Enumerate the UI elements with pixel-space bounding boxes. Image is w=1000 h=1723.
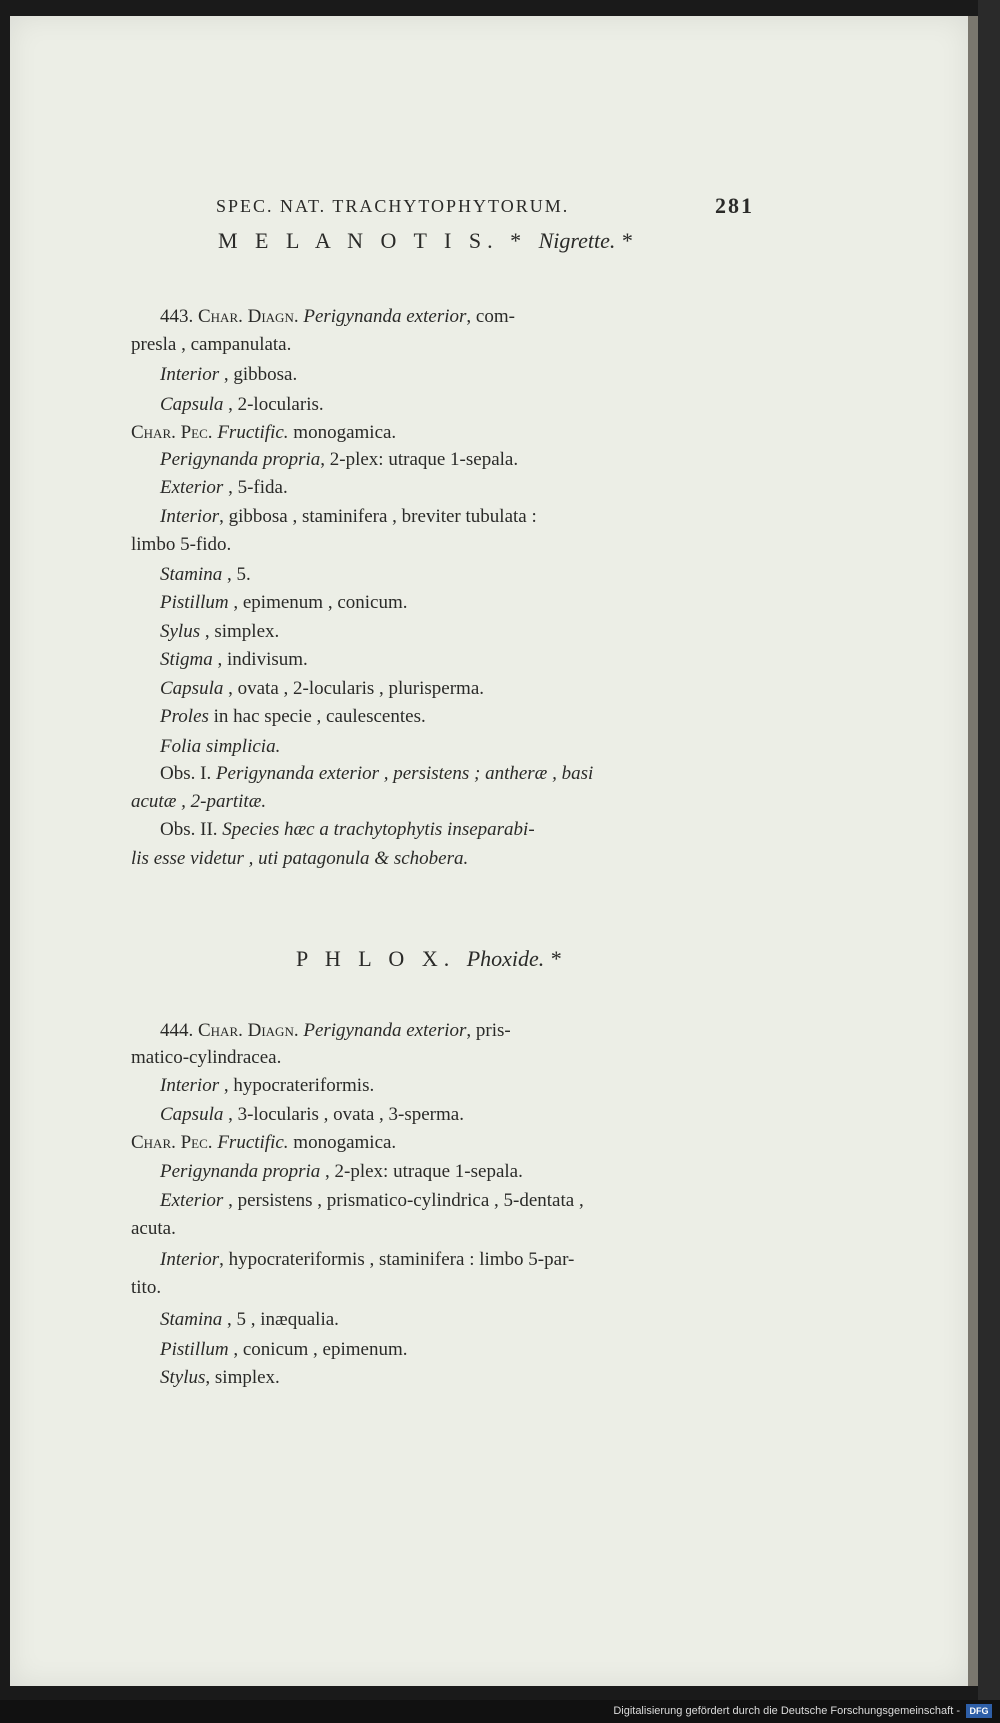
text-content: limbo 5-fido. [131,534,232,555]
dfg-logo: DFG [966,1704,992,1718]
running-title: SPEC. NAT. TRACHYTOPHYTORUM. [216,196,570,216]
text-line [160,678,968,700]
italic-term: Stamina [160,1309,223,1330]
text-content: , hypocrateriformis. [219,1075,375,1096]
genus-name: P H L O X. [296,946,456,971]
text-content: , epimenum , conicum. [228,592,408,613]
text-line [160,1104,968,1126]
text-line [160,621,968,643]
text-line [160,449,968,471]
text-line [160,1367,968,1389]
entry-number: 443. [160,306,194,327]
text-line [160,1020,968,1042]
italic-term: Sylus [160,621,201,642]
italic-term: acutæ , 2-partitæ. [131,791,267,812]
text-line [131,334,968,356]
italic-term: Pistillum [160,1339,229,1360]
observation-label: Obs. II. [160,819,223,840]
character-label: Char. Pec. [131,1132,213,1153]
text-line [160,1190,968,1212]
text-line [160,1161,968,1183]
page-number: 281 [715,193,754,218]
italic-term: Capsula [160,1104,224,1125]
vernacular-name: Nigrette. * [538,228,632,253]
text-content: presla , campanulata. [131,334,292,355]
text-line [131,1277,968,1299]
text-line [160,736,968,758]
vernacular-name: Phoxide. * [466,946,561,971]
text-content: , 5-fida. [223,477,288,498]
text-line [160,364,968,386]
text-content: , gibbosa. [219,364,298,385]
text-line [160,819,968,841]
character-label: Char. Diagn. [198,306,299,327]
text-content: , 5. [222,564,251,585]
text-line [160,763,968,785]
italic-term: Stigma [160,649,213,670]
text-content: , hypocrateriformis , staminifera : limbo 5-par- [219,1249,575,1270]
text-content: , conicum , epimenum. [228,1339,408,1360]
italic-term: Perigynanda exterior [303,1020,467,1041]
text-line [160,706,968,728]
text-line [160,1075,968,1097]
italic-term: Species hæc a trachytophytis inseparabi- [222,819,535,840]
text-line [160,1309,968,1331]
text-line [131,1218,968,1240]
footer-credit: Digitalisierung gefördert durch die Deutsche Forschungsgemeinschaft - [613,1705,960,1717]
text-line [160,592,968,614]
italic-term: Stamina [160,564,223,585]
italic-term: Interior [160,1075,220,1096]
text-content: , ovata , 2-locularis , plurisperma. [223,678,485,699]
italic-term: Perigynanda exterior , persistens ; antheræ , basi [215,763,594,784]
italic-term: Interior [160,506,220,527]
italic-term: Capsula [160,394,224,415]
text-line [131,422,968,444]
text-content: , 2-locularis. [223,394,324,415]
italic-term: Pistillum [160,592,229,613]
text-line [131,534,968,556]
text-line [160,564,968,586]
scan-margin [978,0,1000,1723]
text-content: , 5 , inæqualia. [222,1309,339,1330]
text-content: acuta. [131,1218,176,1239]
italic-term: Folia simplicia. [160,736,281,757]
text-line [131,1132,968,1154]
page-edge [968,16,978,1686]
italic-term: Exterior [160,477,224,498]
italic-term: Proles [160,706,209,727]
text-content: , simplex. [200,621,280,642]
book-page [10,16,968,1686]
text-line [160,394,968,416]
text-content: , indivisum. [212,649,308,670]
text-content: , persistens , prismatico-cylindrica , 5-dentata , [223,1190,584,1211]
italic-term: Fructific. [217,1132,289,1153]
text-line [131,848,968,870]
genus-name: M E L A N O T I S. * [218,228,528,253]
text-line [160,1339,968,1361]
italic-term: Exterior [160,1190,224,1211]
genus-heading [218,228,968,254]
observation-label: Obs. I. [160,763,216,784]
footer-bar [0,1700,1000,1723]
italic-term: Stylus [160,1367,206,1388]
text-content: monogamica. [288,422,397,443]
text-content: in hac specie , caulescentes. [208,706,426,727]
text-content: monogamica. [288,1132,397,1153]
genus-heading [296,946,968,972]
text-content: tito. [131,1277,162,1298]
text-content: matico-cylindracea. [131,1047,282,1068]
italic-term: Interior [160,1249,220,1270]
text-content: , 2-plex: utraque 1-sepala. [320,449,519,470]
text-content: , 3-locularis , ovata , 3-sperma. [223,1104,464,1125]
italic-term: lis esse videtur , uti patagonula & schobera. [131,848,469,869]
text-content: , simplex. [205,1367,280,1388]
italic-term: Perigynanda propria [160,449,321,470]
text-line [131,1047,968,1069]
text-content: , gibbosa , staminifera , breviter tubulata : [219,506,537,527]
character-label: Char. Diagn. [198,1020,299,1041]
character-label: Char. Pec. [131,422,213,443]
italic-term: Interior [160,364,220,385]
text-line [160,1249,968,1271]
text-line [160,649,968,671]
text-line [160,306,968,328]
text-line [160,506,968,528]
entry-number: 444. [160,1020,194,1041]
italic-term: Perigynanda propria [160,1161,321,1182]
italic-term: Capsula [160,678,224,699]
text-content: , com- [466,306,515,327]
text-line [160,477,968,499]
italic-term: Fructific. [217,422,289,443]
text-line [131,791,968,813]
text-content: , 2-plex: utraque 1-sepala. [320,1161,523,1182]
italic-term: Perigynanda exterior [303,306,467,327]
text-content: , pris- [466,1020,511,1041]
